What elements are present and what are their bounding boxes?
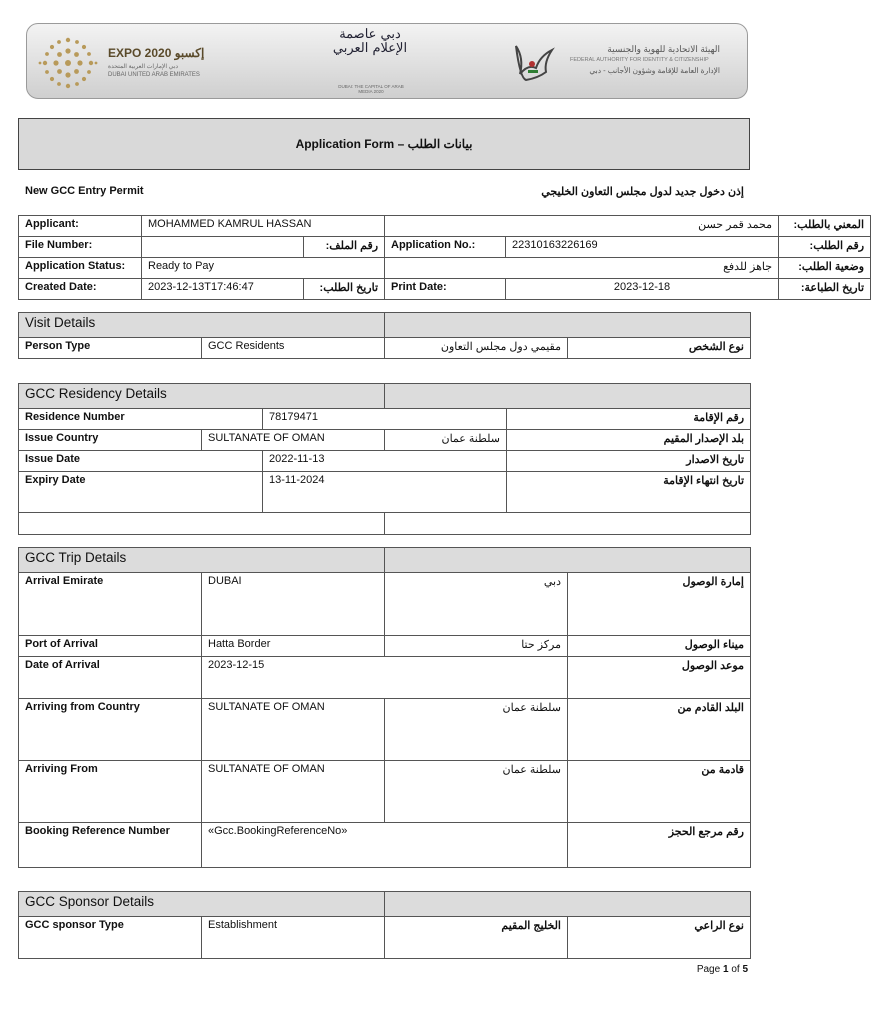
trip-heading: GCC Trip Details (19, 548, 385, 573)
trip-heading-ar (385, 548, 751, 573)
application-no-label-ar: رقم الطلب: (779, 237, 871, 258)
date-of-arrival-value: 2023-12-15 (202, 657, 568, 699)
applicant-label: Applicant: (19, 216, 142, 237)
residence-number-label: Residence Number (19, 409, 263, 430)
arriving-from-value: SULTANATE OF OMAN (202, 761, 385, 823)
booking-reference-value: «Gcc.BookingReferenceNo» (202, 823, 568, 868)
person-type-label-ar: نوع الشخص (568, 338, 751, 359)
date-of-arrival-label-ar: موعد الوصول (568, 657, 751, 699)
visit-details-heading: Visit Details (19, 313, 385, 338)
port-of-arrival-label: Port of Arrival (19, 636, 202, 657)
issue-country-value-ar: سلطنة عمان (385, 430, 507, 451)
authority-name-en: FEDERAL AUTHORITY FOR IDENTITY & CITIZENSHIP (570, 57, 709, 63)
form-title: Application Form – بيانات الطلب (18, 118, 750, 170)
residency-empty-cell (385, 513, 751, 535)
port-of-arrival-label-ar: ميناء الوصول (568, 636, 751, 657)
person-type-label: Person Type (19, 338, 202, 359)
person-type-value: GCC Residents (202, 338, 385, 359)
visit-details-heading-ar (385, 313, 751, 338)
application-no-label: Application No.: (385, 237, 506, 258)
expo-logo-icon (34, 32, 102, 94)
booking-reference-label-ar: رقم مرجع الحجز (568, 823, 751, 868)
status-value: Ready to Pay (142, 258, 385, 279)
arriving-from-value-ar: سلطنة عمان (385, 761, 568, 823)
issue-country-label-ar: بلد الإصدار المقيم (507, 430, 751, 451)
trip-table (18, 547, 751, 868)
arriving-from-country-label-ar: البلد القادم من (568, 699, 751, 761)
print-date-label-ar: تاريخ الطباعة: (779, 279, 871, 300)
port-of-arrival-value: Hatta Border (202, 636, 385, 657)
booking-reference-label: Booking Reference Number (19, 823, 202, 868)
residency-empty-cell (19, 513, 385, 535)
arriving-from-label-ar: قادمة من (568, 761, 751, 823)
issue-country-value: SULTANATE OF OMAN (202, 430, 385, 451)
expiry-date-label-ar: تاريخ انتهاء الإقامة (507, 472, 751, 513)
residence-number-value: 78179471 (263, 409, 507, 430)
applicant-value: MOHAMMED KAMRUL HASSAN (142, 216, 385, 237)
arriving-from-country-value: SULTANATE OF OMAN (202, 699, 385, 761)
of-word: of (731, 964, 740, 975)
sponsor-type-value: Establishment (202, 917, 385, 959)
applicant-label-ar: المعني بالطلب: (779, 216, 871, 237)
issue-date-label-ar: تاريخ الاصدار (507, 451, 751, 472)
print-date-label: Print Date: (385, 279, 506, 300)
expo-subtitle-en: DUBAI UNITED ARAB EMIRATES (108, 72, 200, 78)
issue-country-label: Issue Country (19, 430, 202, 451)
sponsor-heading: GCC Sponsor Details (19, 892, 385, 917)
sponsor-type-label-ar: نوع الراعي (568, 917, 751, 959)
summary-table (18, 215, 871, 300)
issue-date-label: Issue Date (19, 451, 263, 472)
arrival-emirate-label-ar: إمارة الوصول (568, 573, 751, 636)
permit-type-ar: إذن دخول جديد لدول مجلس التعاون الخليجي (541, 186, 744, 198)
port-of-arrival-value-ar: مركز حتا (385, 636, 568, 657)
issue-date-value: 2022-11-13 (263, 451, 507, 472)
falcon-emblem-icon (510, 38, 562, 86)
expo-wordmark: EXPO 2020 إكسبو (108, 46, 205, 60)
visit-details-table (18, 312, 751, 359)
file-number-label: File Number: (19, 237, 142, 258)
application-no-value: 22310163226169 (506, 237, 779, 258)
print-date-value: 2023-12-18 (506, 279, 779, 300)
authority-name-ar: الهيئة الاتحادية للهوية والجنسية (607, 44, 720, 54)
authority-subdept-ar: الإدارة العامة للإقامة وشؤون الأجانب - دبي (589, 66, 720, 75)
expiry-date-value: 13-11-2024 (263, 472, 507, 513)
sponsor-type-label: GCC sponsor Type (19, 917, 202, 959)
arrival-emirate-value: DUBAI (202, 573, 385, 636)
file-number-value (142, 237, 304, 258)
media-capital-caption: DUBAI: THE CAPITAL OF ARAB MEDIA 2020 (338, 84, 404, 94)
arrival-emirate-label: Arrival Emirate (19, 573, 202, 636)
arrival-emirate-value-ar: دبي (385, 573, 568, 636)
expiry-date-label: Expiry Date (19, 472, 263, 513)
arriving-from-label: Arriving From (19, 761, 202, 823)
created-date-value: 2023-12-13T17:46:47 (142, 279, 304, 300)
page-word: Page (696, 964, 721, 975)
page-indicator (697, 964, 748, 975)
status-label-ar: وضعية الطلب: (779, 258, 871, 279)
status-label: Application Status: (19, 258, 142, 279)
sponsor-table (18, 891, 751, 959)
arriving-from-country-label: Arriving from Country (19, 699, 202, 761)
page-total: 5 (742, 964, 748, 975)
file-number-label-ar: رقم الملف: (304, 237, 385, 258)
applicant-value-ar: محمد قمر حسن (385, 216, 779, 237)
expo-subtitle-ar: دبي الإمارات العربية المتحدة (108, 64, 179, 70)
residence-number-label-ar: رقم الإقامة (507, 409, 751, 430)
sponsor-heading-ar (385, 892, 751, 917)
media-capital-logo: دبي عاصمة الإعلام العربي (332, 27, 408, 56)
permit-type-en: New GCC Entry Permit (25, 185, 144, 197)
residency-heading-ar (385, 384, 751, 409)
status-value-ar: جاهز للدفع (385, 258, 779, 279)
page-number: 1 (722, 964, 729, 975)
date-of-arrival-label: Date of Arrival (19, 657, 202, 699)
residency-heading: GCC Residency Details (19, 384, 385, 409)
sponsor-type-value-ar: الخليج المقيم (385, 917, 568, 959)
created-date-label: Created Date: (19, 279, 142, 300)
created-date-label-ar: تاريخ الطلب: (304, 279, 385, 300)
person-type-value-ar: مقيمي دول مجلس التعاون (385, 338, 568, 359)
residency-table (18, 383, 751, 535)
arriving-from-country-value-ar: سلطنة عمان (385, 699, 568, 761)
